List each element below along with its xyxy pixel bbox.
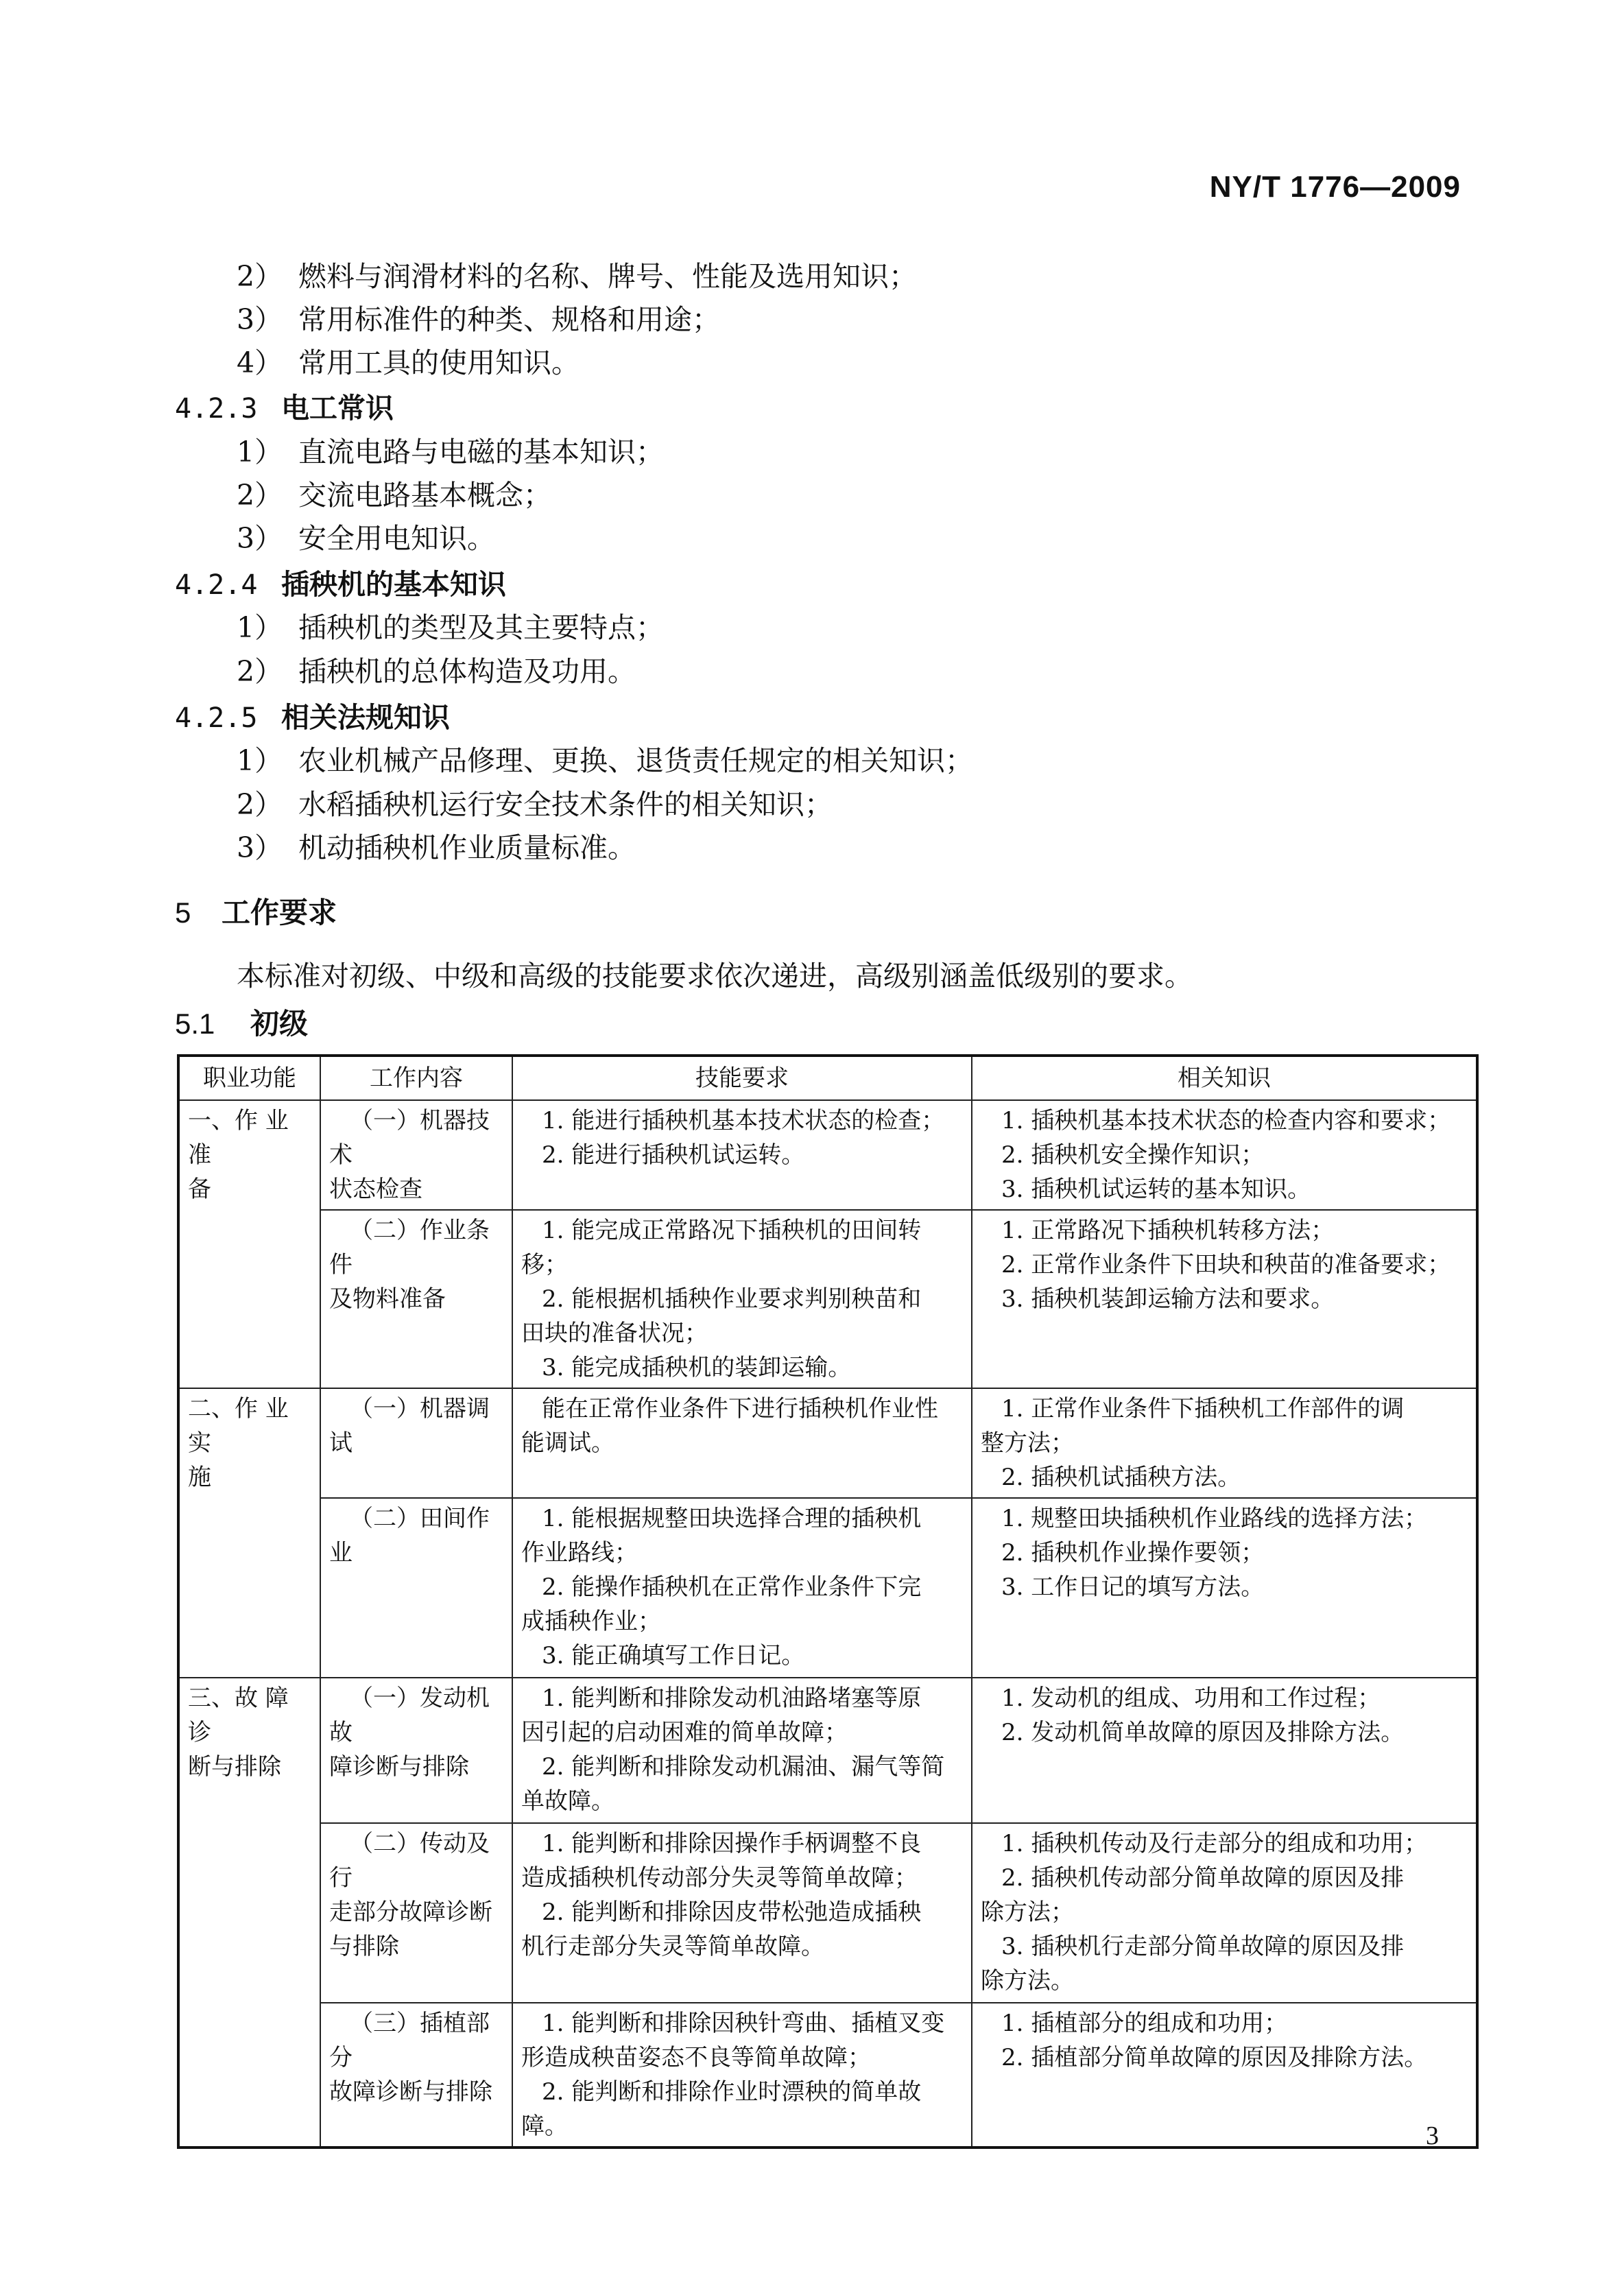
- list-item: [237, 429, 664, 470]
- table-row: [178, 1100, 1477, 1210]
- list-item: [237, 825, 636, 866]
- cell-line: 2. 插秧机安全操作知识；: [1001, 1141, 1265, 1169]
- cell-line: 除方法；: [981, 1899, 1074, 1926]
- cell-line: （二）传动及行: [329, 1830, 490, 1892]
- content-cell: [320, 1498, 512, 1678]
- function-cell: [178, 1678, 320, 2148]
- cell-line: 故障诊断与排除: [329, 2078, 492, 2106]
- item-text: 常用标准件的种类、规格和用途；: [298, 303, 720, 336]
- item-number: 3）: [237, 831, 283, 864]
- item-number: 2）: [237, 655, 283, 688]
- content-cell: [320, 2003, 512, 2148]
- cell-line: 状态检查: [329, 1176, 422, 1203]
- cell-line: 3. 能正确填写工作日记。: [542, 1642, 805, 1669]
- list-item: [237, 738, 973, 778]
- section-title: 插秧机的基本知识: [281, 568, 506, 601]
- cell-line: （一）机器调试: [329, 1395, 490, 1457]
- cell-line: 1. 能判断和排除因秧针弯曲、插植叉变: [542, 2010, 945, 2037]
- knowledge-cell: [972, 1100, 1477, 1210]
- section-heading: [175, 890, 337, 931]
- cell-line: 1. 能根据规整田块选择合理的插秧机: [542, 1505, 922, 1532]
- paragraph: 本标准对初级、中级和高级的技能要求依次递进，高级别涵盖低级别的要求。: [237, 960, 1193, 992]
- list-item: [237, 516, 495, 556]
- knowledge-cell: [972, 1678, 1477, 1823]
- cell-line: 1. 正常作业条件下插秧机工作部件的调: [1001, 1395, 1405, 1423]
- skills-cell: [512, 1498, 972, 1678]
- skills-cell: [512, 1100, 972, 1210]
- list-item: [237, 473, 551, 513]
- knowledge-cell: [972, 1498, 1477, 1678]
- content-cell: [320, 1210, 512, 1388]
- cell-line: 作业路线；: [521, 1539, 638, 1567]
- cell-line: 田块的准备状况；: [521, 1320, 708, 1347]
- cell-line: （二）作业条件: [329, 1217, 490, 1278]
- section-number: 4.2.4: [175, 569, 258, 601]
- list-item: [237, 340, 580, 381]
- section-title: 电工常识: [281, 392, 394, 425]
- skills-cell: [512, 1210, 972, 1388]
- column-header: 职业功能: [178, 1056, 320, 1100]
- item-number: 3）: [237, 303, 283, 336]
- item-text: 插秧机的总体构造及功用。: [298, 655, 636, 688]
- cell-line: 3. 工作日记的填写方法。: [1001, 1573, 1265, 1601]
- cell-line: 1. 正常路况下插秧机转移方法；: [1001, 1217, 1335, 1244]
- cell-line: 机行走部分失灵等简单故障。: [521, 1933, 824, 1960]
- cell-line: 二、作 业 实: [188, 1395, 289, 1457]
- skills-cell: [512, 2003, 972, 2148]
- cell-line: 2. 能操作插秧机在正常作业条件下完: [542, 1573, 922, 1601]
- item-number: 1）: [237, 611, 283, 644]
- cell-line: 因引起的启动困难的简单故障；: [521, 1719, 848, 1746]
- cell-line: 1. 插植部分的组成和功用；: [1001, 2010, 1288, 2037]
- cell-line: （三）插植部分: [329, 2010, 490, 2071]
- cell-line: 3. 能完成插秧机的装卸运输。: [542, 1354, 852, 1381]
- item-text: 安全用电知识。: [298, 522, 495, 555]
- item-text: 常用工具的使用知识。: [298, 346, 580, 379]
- section-heading: [175, 562, 506, 602]
- cell-line: 2. 发动机简单故障的原因及排除方法。: [1001, 1719, 1405, 1746]
- cell-line: 形造成秧苗姿态不良等简单故障；: [521, 2044, 871, 2071]
- table-row: [178, 1498, 1477, 1678]
- cell-line: 1. 能判断和排除发动机油路堵塞等原: [542, 1685, 922, 1712]
- cell-line: （一）发动机故: [329, 1685, 490, 1746]
- content-cell: [320, 1100, 512, 1210]
- item-text: 交流电路基本概念；: [298, 479, 551, 512]
- cell-line: 2. 插秧机作业操作要领；: [1001, 1539, 1265, 1567]
- standard-number: NY/T 1776—2009: [1209, 170, 1461, 204]
- section-number: 4.2.3: [175, 393, 258, 425]
- column-header: 相关知识: [972, 1056, 1477, 1100]
- page-number: 3: [1426, 2121, 1439, 2150]
- skills-cell: [512, 1388, 972, 1498]
- skills-cell: [512, 1823, 972, 2003]
- section-title: 工作要求: [222, 896, 337, 929]
- item-text: 直流电路与电磁的基本知识；: [298, 436, 664, 468]
- cell-line: 1. 能完成正常路况下插秧机的田间转移；: [521, 1217, 922, 1278]
- table-row: [178, 1210, 1477, 1388]
- subsection-heading: [175, 1001, 308, 1043]
- list-item: [237, 649, 636, 689]
- cell-line: 能调试。: [521, 1429, 614, 1457]
- list-item: [237, 605, 664, 645]
- knowledge-cell: [972, 1210, 1477, 1388]
- cell-line: 2. 能判断和排除因皮带松弛造成插秧: [542, 1899, 922, 1926]
- cell-line: 3. 插秧机行走部分简单故障的原因及排: [1001, 1933, 1405, 1960]
- cell-line: 2. 正常作业条件下田块和秧苗的准备要求；: [1001, 1251, 1451, 1278]
- skills-table: [177, 1054, 1479, 2149]
- table-row: [178, 1388, 1477, 1498]
- cell-line: 施: [188, 1464, 211, 1491]
- content-cell: [320, 1678, 512, 1823]
- cell-line: （二）田间作业: [329, 1505, 490, 1567]
- function-cell: [178, 1100, 320, 1388]
- item-text: 燃料与润滑材料的名称、牌号、性能及选用知识；: [298, 260, 917, 293]
- item-number: 1）: [237, 744, 283, 777]
- cell-line: 1. 发动机的组成、功用和工作过程；: [1001, 1685, 1381, 1712]
- column-header: 工作内容: [320, 1056, 512, 1100]
- cell-line: 2. 能判断和排除发动机漏油、漏气等简: [542, 1753, 945, 1781]
- function-cell: [178, 1388, 320, 1678]
- cell-line: 2. 插植部分简单故障的原因及排除方法。: [1001, 2044, 1428, 2071]
- cell-line: （一）机器技术: [329, 1107, 490, 1169]
- cell-line: 备: [188, 1176, 211, 1203]
- cell-line: 1. 规整田块插秧机作业路线的选择方法；: [1001, 1505, 1428, 1532]
- section-heading: [175, 695, 450, 735]
- cell-line: 断与排除: [188, 1753, 281, 1781]
- skills-cell: [512, 1678, 972, 1823]
- cell-line: 2. 能判断和排除作业时漂秧的简单故障。: [521, 2078, 922, 2140]
- cell-line: 2. 能根据机插秧作业要求判别秧苗和: [542, 1285, 922, 1313]
- cell-line: 2. 插秧机试插秧方法。: [1001, 1464, 1241, 1491]
- table-row: [178, 1823, 1477, 2003]
- cell-line: 1. 插秧机传动及行走部分的组成和功用；: [1001, 1830, 1428, 1857]
- item-number: 2）: [237, 260, 283, 293]
- cell-line: 一、作 业 准: [188, 1107, 289, 1169]
- item-number: 2）: [237, 788, 283, 821]
- cell-line: 1. 能判断和排除因操作手柄调整不良: [542, 1830, 922, 1857]
- cell-line: 1. 插秧机基本技术状态的检查内容和要求；: [1001, 1107, 1451, 1134]
- cell-line: 2. 插秧机传动部分简单故障的原因及排: [1001, 1864, 1405, 1892]
- cell-line: 与排除: [329, 1933, 399, 1960]
- item-text: 水稻插秧机运行安全技术条件的相关知识；: [298, 788, 833, 821]
- cell-line: 除方法。: [981, 1967, 1074, 1995]
- cell-line: 单故障。: [521, 1787, 614, 1815]
- knowledge-cell: [972, 1388, 1477, 1498]
- item-number: 1）: [237, 436, 283, 468]
- item-number: 4）: [237, 346, 283, 379]
- cell-line: 造成插秧机传动部分失灵等简单故障；: [521, 1864, 918, 1892]
- list-item: [237, 782, 833, 822]
- cell-line: 及物料准备: [329, 1285, 446, 1313]
- section-number: 5: [175, 896, 191, 929]
- table-row: [178, 2003, 1477, 2148]
- subsection-title: 初级: [250, 1007, 309, 1040]
- content-cell: [320, 1823, 512, 2003]
- section-number: 4.2.5: [175, 702, 258, 734]
- section-title: 相关法规知识: [281, 701, 450, 734]
- item-number: 3）: [237, 522, 283, 555]
- knowledge-cell: [972, 2003, 1477, 2148]
- list-item: [237, 297, 720, 337]
- cell-line: 3. 插秧机试运转的基本知识。: [1001, 1176, 1311, 1203]
- subsection-number: 5.1: [175, 1008, 215, 1040]
- cell-line: 走部分故障诊断: [329, 1899, 492, 1926]
- content-cell: [320, 1388, 512, 1498]
- item-number: 2）: [237, 479, 283, 512]
- cell-line: 能在正常作业条件下进行插秧机作业性: [542, 1395, 938, 1423]
- item-text: 机动插秧机作业质量标准。: [298, 831, 636, 864]
- cell-line: 成插秧作业；: [521, 1608, 661, 1635]
- knowledge-cell: [972, 1823, 1477, 2003]
- column-header: 技能要求: [512, 1056, 972, 1100]
- item-text: 农业机械产品修理、更换、退货责任规定的相关知识；: [298, 744, 973, 777]
- table-header-row: [178, 1056, 1477, 1100]
- cell-line: 障诊断与排除: [329, 1753, 469, 1781]
- cell-line: 三、故 障 诊: [188, 1685, 289, 1746]
- table-row: [178, 1678, 1477, 1823]
- item-text: 插秧机的类型及其主要特点；: [298, 611, 664, 644]
- cell-line: 2. 能进行插秧机试运转。: [542, 1141, 805, 1169]
- cell-line: 3. 插秧机装卸运输方法和要求。: [1001, 1285, 1335, 1313]
- list-item: [237, 254, 917, 294]
- cell-line: 1. 能进行插秧机基本技术状态的检查；: [542, 1107, 945, 1134]
- section-heading: [175, 385, 394, 426]
- cell-line: 整方法；: [981, 1429, 1074, 1457]
